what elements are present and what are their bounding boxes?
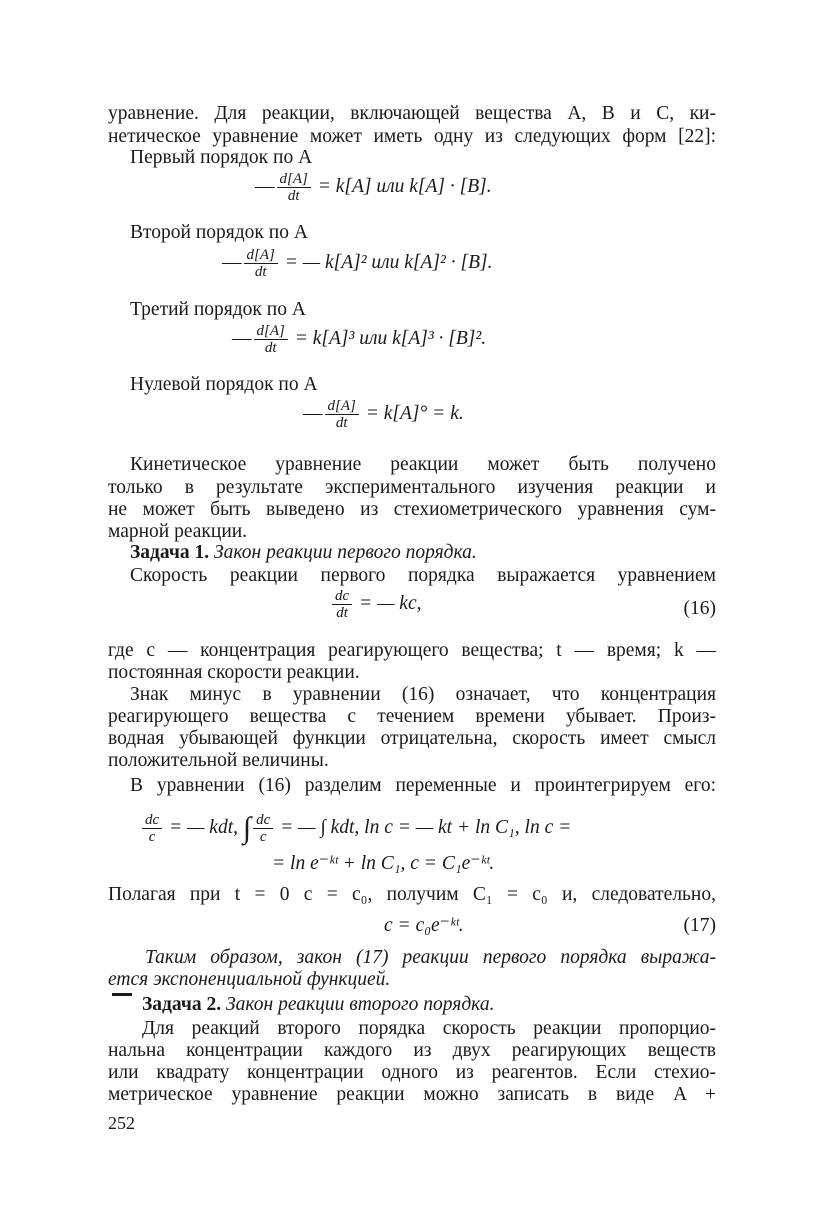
paragraph-line: положительной величины. bbox=[108, 750, 329, 771]
fraction: $\frac{dc}{c}$ bbox=[253, 812, 273, 845]
paragraph-line: или квадрату концентрации одного из реагентов. Если стехио- bbox=[108, 1062, 716, 1083]
paragraph-line: метрическое уравнение реакции можно записать в виде A + bbox=[108, 1084, 716, 1105]
paragraph-line: нетическое уравнение может иметь одну из следующих форм [22]: bbox=[108, 126, 716, 147]
paragraph-line: постоянная скорости реакции. bbox=[108, 662, 360, 683]
paragraph-line: реагирующего вещества с течением времени убывает. Произ- bbox=[108, 706, 716, 727]
task-label: Задача 2. bbox=[142, 994, 222, 1015]
paragraph-line: марной реакции. bbox=[108, 521, 248, 542]
section-heading: Первый порядок по A bbox=[130, 147, 313, 168]
paragraph-line: только в результате экспериментального изучения реакции и bbox=[108, 477, 716, 498]
fraction: $\frac{d[A]}{dt}$ bbox=[277, 171, 311, 204]
equation-17: c = c₀e⁻ᵏᵗ. bbox=[384, 915, 464, 936]
paragraph-line: Полагая при t = 0 c = c₀, получим C₁ = c₀ и, следовательно, bbox=[108, 884, 716, 905]
paragraph-line: Кинетическое уравнение реакции может быть получено bbox=[130, 454, 716, 475]
integration-equation: $\frac{dc}{c}$ = — kdt, ∫ $\frac{dc}{c}$ = — ∫ kdt, ln c = — kt + ln C₁, ln c = bbox=[140, 812, 571, 845]
equation-zero-order: — $\frac{d[A]}{dt}$ = k[A]° = k. bbox=[303, 398, 464, 431]
paragraph-line: В уравнении (16) разделим переменные и проинтегрируем его: bbox=[130, 775, 716, 796]
fraction: $\frac{d[A]}{dt}$ bbox=[254, 323, 288, 356]
equation-number: (16) bbox=[683, 598, 716, 619]
paragraph-line: Знак минус в уравнении (16) означает, что концентрация bbox=[130, 684, 716, 705]
paragraph-line: Таким образом, закон (17) реакции первого порядка выража- bbox=[145, 947, 716, 968]
paragraph-line: уравнение. Для реакции, включающей вещества A, B и C, ки- bbox=[108, 103, 716, 124]
paragraph-line: ется экспоненциальной функцией. bbox=[108, 969, 391, 990]
paragraph-line: Для реакций второго порядка скорость реакции пропорцио- bbox=[142, 1018, 716, 1039]
equation-16: $\frac{dc}{dt}$ = — kc, bbox=[330, 588, 421, 621]
task-heading bbox=[142, 994, 494, 1016]
task-title: Закон реакции второго порядка. bbox=[226, 994, 495, 1015]
fraction: $\frac{d[A]}{dt}$ bbox=[244, 247, 278, 280]
paragraph-line: Скорость реакции первого порядка выражается уравнением bbox=[130, 565, 716, 586]
equation-third-order: — $\frac{d[A]}{dt}$ = k[A]³ или k[A]³ · [B]². bbox=[232, 323, 487, 356]
task-title: Закон реакции первого порядка. bbox=[214, 542, 477, 563]
page-number: 252 bbox=[108, 1113, 135, 1133]
task-heading bbox=[130, 542, 477, 564]
equation-second-order: — $\frac{d[A]}{dt}$ = — k[A]² или k[A]² · [B]. bbox=[222, 247, 493, 280]
section-heading: Нулевой порядок по A bbox=[130, 374, 318, 395]
equation-number: (17) bbox=[683, 915, 716, 936]
paragraph-line: где c — концентрация реагирующего вещества; t — время; k — bbox=[108, 640, 716, 661]
fraction: $\frac{d[A]}{dt}$ bbox=[325, 398, 359, 431]
paragraph-line: не может быть выведено из стехиометрического уравнения сум- bbox=[108, 499, 716, 520]
integral-sign: ∫ bbox=[242, 811, 252, 845]
fraction: $\frac{dc}{c}$ bbox=[142, 812, 162, 845]
paragraph-line: водная убывающей функции отрицательна, скорость имеет смысл bbox=[108, 728, 716, 749]
fraction: $\frac{dc}{dt}$ bbox=[332, 588, 352, 621]
paragraph-line: нальна концентрации каждого из двух реагирующих веществ bbox=[108, 1040, 716, 1061]
section-heading: Третий порядок по A bbox=[130, 299, 306, 320]
equation-first-order: — $\frac{d[A]}{dt}$ = k[A] или k[A] · [B]. bbox=[255, 171, 492, 204]
integration-equation-continued: = ln e⁻ᵏᵗ + ln C₁, c = C₁e⁻ᵏᵗ. bbox=[272, 853, 495, 874]
section-heading: Второй порядок по A bbox=[130, 222, 308, 243]
margin-mark bbox=[112, 993, 132, 996]
task-label: Задача 1. bbox=[130, 542, 210, 563]
